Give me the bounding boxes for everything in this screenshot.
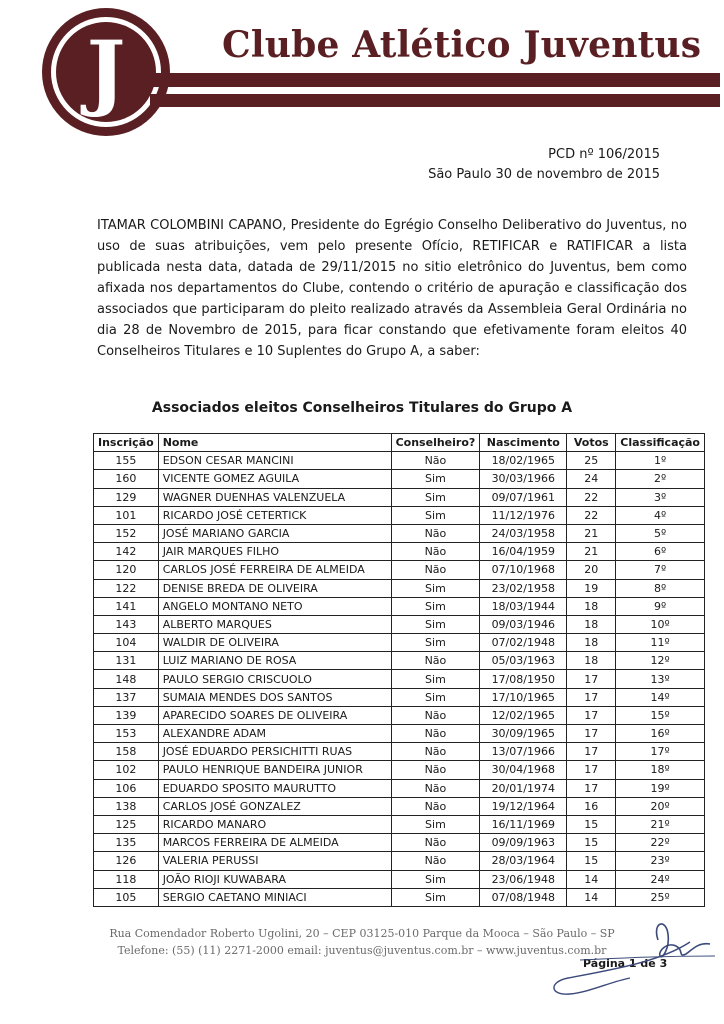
table-row: [94, 470, 705, 488]
cell-classificacao: 8º: [616, 579, 705, 597]
cell-votos: 18: [567, 634, 616, 652]
table-row: [94, 670, 705, 688]
cell-conselheiro: Não: [391, 743, 480, 761]
cell-inscricao: 126: [94, 852, 159, 870]
cell-nome: SERGIO CAETANO MINIACI: [158, 888, 391, 906]
table-row: [94, 615, 705, 633]
cell-nascimento: 23/02/1958: [480, 579, 567, 597]
cell-conselheiro: Sim: [391, 615, 480, 633]
logo-letter: J: [86, 24, 126, 120]
table-header-row: [94, 434, 705, 452]
cell-inscricao: 106: [94, 779, 159, 797]
cell-nascimento: 09/07/1961: [480, 488, 567, 506]
cell-inscricao: 125: [94, 815, 159, 833]
cell-inscricao: 141: [94, 597, 159, 615]
cell-nome: JOSÉ EDUARDO PERSICHITTI RUAS: [158, 743, 391, 761]
table-row: [94, 488, 705, 506]
cell-votos: 21: [567, 543, 616, 561]
cell-inscricao: 118: [94, 870, 159, 888]
cell-inscricao: 129: [94, 488, 159, 506]
table-row: [94, 743, 705, 761]
cell-votos: 20: [567, 561, 616, 579]
cell-classificacao: 13º: [616, 670, 705, 688]
cell-conselheiro: Sim: [391, 670, 480, 688]
cell-classificacao: 23º: [616, 852, 705, 870]
table-row: [94, 524, 705, 542]
cell-votos: 15: [567, 852, 616, 870]
cell-nome: DENISE BREDA DE OLIVEIRA: [158, 579, 391, 597]
cell-votos: 22: [567, 506, 616, 524]
cell-conselheiro: Sim: [391, 634, 480, 652]
header-inscricao: Inscrição: [94, 434, 159, 452]
cell-conselheiro: Não: [391, 797, 480, 815]
cell-inscricao: 102: [94, 761, 159, 779]
header-classificacao: Classificação: [616, 434, 705, 452]
cell-votos: 18: [567, 597, 616, 615]
cell-conselheiro: Não: [391, 543, 480, 561]
cell-nascimento: 30/03/1966: [480, 470, 567, 488]
reference-number: PCD nº 106/2015: [548, 147, 660, 162]
cell-votos: 21: [567, 524, 616, 542]
cell-classificacao: 9º: [616, 597, 705, 615]
cell-nascimento: 07/08/1948: [480, 888, 567, 906]
cell-classificacao: 5º: [616, 524, 705, 542]
header-band-bottom: [150, 94, 720, 107]
cell-nascimento: 16/11/1969: [480, 815, 567, 833]
cell-conselheiro: Não: [391, 779, 480, 797]
table-row: [94, 834, 705, 852]
elected-members-table: [93, 433, 705, 907]
cell-nascimento: 30/04/1968: [480, 761, 567, 779]
footer-contact: Telefone: (55) (11) 2271-2000 email: juventus@juventus.com.br – www.juventus.com.br: [117, 944, 607, 957]
cell-classificacao: 7º: [616, 561, 705, 579]
cell-nome: ALEXANDRE ADAM: [158, 725, 391, 743]
reference-block: [428, 145, 660, 185]
cell-conselheiro: Sim: [391, 488, 480, 506]
cell-votos: 15: [567, 815, 616, 833]
cell-nascimento: 13/07/1966: [480, 743, 567, 761]
cell-nome: VICENTE GOMEZ AGUILA: [158, 470, 391, 488]
body-paragraph: ITAMAR COLOMBINI CAPANO, Presidente do Egrégio Conselho Deliberativo do Juventus, no uso de suas atribuições, vem pelo presente Ofício, RETIFICAR e RATIFICAR a lista publicada nesta data, datada de 29/11/2015 no sitio eletrônico do Juventus, bem como afixada nos departamentos do Clube, contendo o critério de apuração e classificação dos associados que participaram do pleito realizado através da Assembleia Geral Ordinária no dia 28 de Novembro de 2015, para ficar constando que efetivamente foram eleitos 40 Conselheiros Titulares e 10 Suplentes do Grupo A, a saber:: [97, 218, 687, 359]
cell-inscricao: 105: [94, 888, 159, 906]
cell-nascimento: 23/06/1948: [480, 870, 567, 888]
cell-nascimento: 09/03/1946: [480, 615, 567, 633]
table-row: [94, 597, 705, 615]
cell-classificacao: 21º: [616, 815, 705, 833]
cell-inscricao: 139: [94, 706, 159, 724]
club-logo: [40, 6, 172, 138]
cell-inscricao: 152: [94, 524, 159, 542]
cell-conselheiro: Sim: [391, 597, 480, 615]
cell-nascimento: 18/02/1965: [480, 452, 567, 470]
cell-nome: WAGNER DUENHAS VALENZUELA: [158, 488, 391, 506]
cell-inscricao: 101: [94, 506, 159, 524]
cell-classificacao: 10º: [616, 615, 705, 633]
cell-classificacao: 22º: [616, 834, 705, 852]
cell-nome: JAIR MARQUES FILHO: [158, 543, 391, 561]
cell-conselheiro: Não: [391, 452, 480, 470]
cell-inscricao: 143: [94, 615, 159, 633]
cell-nascimento: 17/08/1950: [480, 670, 567, 688]
cell-nascimento: 07/10/1968: [480, 561, 567, 579]
table-body: [94, 452, 705, 907]
handwritten-signature: [540, 912, 720, 1012]
cell-inscricao: 137: [94, 688, 159, 706]
header-nascimento: Nascimento: [480, 434, 567, 452]
cell-inscricao: 153: [94, 725, 159, 743]
cell-nascimento: 05/03/1963: [480, 652, 567, 670]
cell-classificacao: 11º: [616, 634, 705, 652]
cell-conselheiro: Não: [391, 725, 480, 743]
cell-nascimento: 17/10/1965: [480, 688, 567, 706]
cell-classificacao: 17º: [616, 743, 705, 761]
table-row: [94, 561, 705, 579]
cell-nome: EDUARDO SPOSITO MAURUTTO: [158, 779, 391, 797]
cell-nome: RICARDO JOSÉ CETERTICK: [158, 506, 391, 524]
cell-conselheiro: Sim: [391, 688, 480, 706]
cell-classificacao: 3º: [616, 488, 705, 506]
footer-address: Rua Comendador Roberto Ugolini, 20 – CEP 03125-010 Parque da Mooca – São Paulo – SP: [109, 927, 615, 940]
header-votos: Votos: [567, 434, 616, 452]
cell-conselheiro: Não: [391, 852, 480, 870]
cell-classificacao: 24º: [616, 870, 705, 888]
cell-inscricao: 158: [94, 743, 159, 761]
table-row: [94, 797, 705, 815]
cell-nome: WALDIR DE OLIVEIRA: [158, 634, 391, 652]
table-row: [94, 452, 705, 470]
table-row: [94, 634, 705, 652]
cell-conselheiro: Não: [391, 706, 480, 724]
cell-votos: 17: [567, 743, 616, 761]
cell-conselheiro: Sim: [391, 579, 480, 597]
cell-nome: PAULO HENRIQUE BANDEIRA JUNIOR: [158, 761, 391, 779]
cell-conselheiro: Não: [391, 834, 480, 852]
cell-conselheiro: Sim: [391, 888, 480, 906]
club-name: Clube Atlético Juventus: [222, 24, 702, 66]
cell-classificacao: 2º: [616, 470, 705, 488]
cell-votos: 22: [567, 488, 616, 506]
cell-nascimento: 24/03/1958: [480, 524, 567, 542]
cell-nome: VALERIA PERUSSI: [158, 852, 391, 870]
cell-votos: 25: [567, 452, 616, 470]
cell-inscricao: 131: [94, 652, 159, 670]
cell-votos: 17: [567, 670, 616, 688]
table-row: [94, 852, 705, 870]
cell-conselheiro: Sim: [391, 815, 480, 833]
table-row: [94, 706, 705, 724]
cell-classificacao: 12º: [616, 652, 705, 670]
cell-classificacao: 15º: [616, 706, 705, 724]
cell-inscricao: 160: [94, 470, 159, 488]
cell-nome: CARLOS JOSÉ GONZALEZ: [158, 797, 391, 815]
cell-nome: APARECIDO SOARES DE OLIVEIRA: [158, 706, 391, 724]
table-row: [94, 888, 705, 906]
cell-votos: 18: [567, 615, 616, 633]
cell-inscricao: 122: [94, 579, 159, 597]
table-row: [94, 579, 705, 597]
cell-nome: LUIZ MARIANO DE ROSA: [158, 652, 391, 670]
cell-nome: CARLOS JOSÉ FERREIRA DE ALMEIDA: [158, 561, 391, 579]
cell-classificacao: 1º: [616, 452, 705, 470]
cell-inscricao: 148: [94, 670, 159, 688]
cell-classificacao: 18º: [616, 761, 705, 779]
cell-votos: 17: [567, 761, 616, 779]
cell-nome: RICARDO MANARO: [158, 815, 391, 833]
cell-nascimento: 30/09/1965: [480, 725, 567, 743]
table-row: [94, 761, 705, 779]
cell-nascimento: 16/04/1959: [480, 543, 567, 561]
cell-nascimento: 11/12/1976: [480, 506, 567, 524]
cell-nascimento: 19/12/1964: [480, 797, 567, 815]
cell-conselheiro: Não: [391, 561, 480, 579]
cell-nascimento: 07/02/1948: [480, 634, 567, 652]
cell-nome: PAULO SERGIO CRISCUOLO: [158, 670, 391, 688]
table-row: [94, 779, 705, 797]
cell-votos: 14: [567, 888, 616, 906]
cell-votos: 15: [567, 834, 616, 852]
cell-nascimento: 28/03/1964: [480, 852, 567, 870]
table-title: Associados eleitos Conselheiros Titulares do Grupo A: [151, 400, 573, 416]
cell-nascimento: 12/02/1965: [480, 706, 567, 724]
cell-conselheiro: Sim: [391, 470, 480, 488]
table-row: [94, 725, 705, 743]
cell-classificacao: 19º: [616, 779, 705, 797]
cell-votos: 17: [567, 706, 616, 724]
cell-votos: 16: [567, 797, 616, 815]
cell-classificacao: 16º: [616, 725, 705, 743]
cell-nascimento: 18/03/1944: [480, 597, 567, 615]
cell-inscricao: 138: [94, 797, 159, 815]
reference-date: São Paulo 30 de novembro de 2015: [428, 167, 660, 182]
cell-votos: 17: [567, 779, 616, 797]
cell-inscricao: 120: [94, 561, 159, 579]
cell-conselheiro: Não: [391, 524, 480, 542]
cell-votos: 24: [567, 470, 616, 488]
table-row: [94, 815, 705, 833]
cell-nome: MARCOS FERREIRA DE ALMEIDA: [158, 834, 391, 852]
table-row: [94, 688, 705, 706]
cell-conselheiro: Sim: [391, 506, 480, 524]
cell-conselheiro: Não: [391, 761, 480, 779]
cell-inscricao: 104: [94, 634, 159, 652]
cell-votos: 17: [567, 725, 616, 743]
table-row: [94, 506, 705, 524]
cell-votos: 19: [567, 579, 616, 597]
header-conselheiro: Conselheiro?: [391, 434, 480, 452]
cell-conselheiro: Sim: [391, 870, 480, 888]
cell-classificacao: 25º: [616, 888, 705, 906]
table-row: [94, 870, 705, 888]
cell-nascimento: 20/01/1974: [480, 779, 567, 797]
cell-classificacao: 14º: [616, 688, 705, 706]
cell-nome: ALBERTO MARQUES: [158, 615, 391, 633]
cell-inscricao: 142: [94, 543, 159, 561]
cell-conselheiro: Não: [391, 652, 480, 670]
header-nome: Nome: [158, 434, 391, 452]
header-band-top: [150, 73, 720, 87]
cell-votos: 17: [567, 688, 616, 706]
cell-votos: 14: [567, 870, 616, 888]
table-row: [94, 543, 705, 561]
cell-nome: SUMAIA MENDES DOS SANTOS: [158, 688, 391, 706]
cell-nome: JOSÉ MARIANO GARCIA: [158, 524, 391, 542]
cell-classificacao: 20º: [616, 797, 705, 815]
table-row: [94, 652, 705, 670]
cell-classificacao: 6º: [616, 543, 705, 561]
page-number: Página 1 de 3: [583, 957, 668, 970]
cell-nome: EDSON CESAR MANCINI: [158, 452, 391, 470]
cell-votos: 18: [567, 652, 616, 670]
cell-nome: ANGELO MONTANO NETO: [158, 597, 391, 615]
cell-inscricao: 135: [94, 834, 159, 852]
cell-nascimento: 09/09/1963: [480, 834, 567, 852]
cell-inscricao: 155: [94, 452, 159, 470]
cell-classificacao: 4º: [616, 506, 705, 524]
cell-nome: JOÃO RIOJI KUWABARA: [158, 870, 391, 888]
